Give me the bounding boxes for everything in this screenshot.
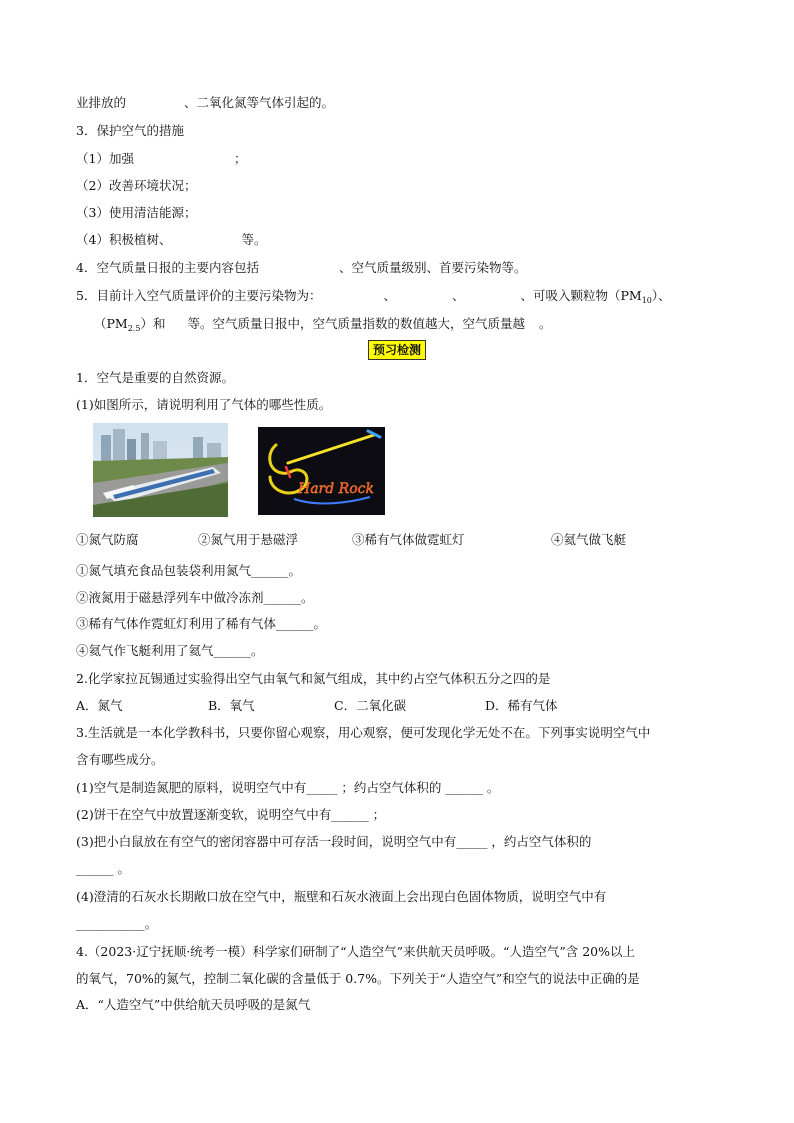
q3-part-2: (2)饼干在空气中放置逐渐变软，说明空气中有______ ； [76, 807, 386, 822]
q3-part-3: (3)把小白鼠放在有空气的密闭容器中可存活一段时间，说明空气中有_____ ，约占空气体积的 [76, 834, 592, 849]
q1-option-4: ④氦气做飞艇 [551, 532, 627, 547]
text: 、空气质量级别、首要污染物等。 [338, 260, 527, 275]
text: ）、 [651, 288, 671, 303]
text: 。 [538, 316, 552, 331]
neon-text: Hard Rock [298, 481, 374, 497]
text: （PM [94, 316, 128, 331]
measure-4 [76, 231, 266, 249]
maglev-train-photo [93, 423, 228, 517]
q4-stem-1: 4.（2023·辽宁抚顺·统考一模）科学家们研制了“人造空气”来供航天员呼吸。“人造空气”含 20%以上 [76, 944, 636, 959]
measure-2: （2）改善环境状况； [76, 178, 197, 193]
neon-guitar-sign-photo [258, 427, 385, 515]
q3-part-4: (4)澄清的石灰水长期敞口放在空气中，瓶壁和石灰水液面上会出现白色固体物质，说明空气中有 [76, 889, 607, 904]
q4-choice-a: A．“人造空气”中供给航天员呼吸的是氮气 [76, 997, 311, 1012]
q2-choice-b: B．氧气 [208, 698, 255, 713]
item-5-cont [94, 315, 552, 338]
text: 、 [451, 288, 465, 303]
text: 业排放的 [76, 95, 127, 110]
text: 、二氧化氮等气体引起的。 [184, 95, 335, 110]
q3-stem-1: 3.生活就是一本化学教科书，只要你留心观察，用心观察，便可发现化学无处不在。下列事实说明空气中 [76, 725, 651, 740]
heading-protect-air: 3．保护空气的措施 [76, 123, 184, 138]
text: ； [233, 151, 247, 166]
q1-sub: (1)如图所示，请说明利用了气体的哪些性质。 [76, 397, 332, 412]
text: 等。 [241, 232, 267, 247]
preview-check-badge: 预习检测 [368, 340, 426, 360]
q1-blank-2: ②液氮用于磁悬浮列车中做冷冻剂______。 [76, 590, 314, 605]
text: 等。空气质量日报中，空气质量指数的数值越大，空气质量越 [187, 316, 525, 331]
text: 、可吸入颗粒物（PM [520, 288, 642, 303]
measure-3: （3）使用清洁能源； [76, 205, 197, 220]
q3-part-4-cont: ___________。 [76, 916, 158, 931]
text: （4）积极植树、 [76, 232, 172, 247]
q1-option-1: ①氮气防腐 [76, 532, 139, 547]
q3-part-3-cont: ______ 。 [76, 861, 130, 876]
q3-part-1: (1)空气是制造氮肥的原料，说明空气中有_____ ；约占空气体积的 ______ 。 [76, 780, 500, 795]
intro-line-1 [76, 94, 334, 112]
text: 、 [383, 288, 396, 303]
item-4 [76, 259, 526, 277]
q1-blank-3: ③稀有气体作霓虹灯利用了稀有气体______。 [76, 616, 327, 631]
text: ）和 [140, 316, 166, 331]
q1-option-2: ②氮气用于悬磁浮 [198, 532, 299, 547]
q1-blank-1: ①氮气填充食品包装袋利用氮气______。 [76, 563, 302, 578]
q1-stem: 1．空气是重要的自然资源。 [76, 370, 234, 385]
q2-choice-d: D．稀有气体 [485, 698, 558, 713]
q2-choice-c: C．二氧化碳 [334, 698, 407, 713]
q2-stem: 2.化学家拉瓦锡通过实验得出空气由氧气和氮气组成，其中约占空气体积五分之四的是 [76, 671, 551, 686]
q1-option-3: ③稀有气体做霓虹灯 [352, 532, 465, 547]
item-5 [76, 287, 671, 310]
subscript: 2.5 [127, 324, 141, 333]
text: 5．目前计入空气质量评价的主要污染物为： [76, 288, 322, 303]
text: （1）加强 [76, 151, 134, 166]
q3-stem-2: 含有哪些成分。 [76, 752, 164, 767]
measure-1 [76, 150, 246, 168]
subscript: 10 [641, 296, 652, 305]
q4-stem-2: 的氧气，70%的氮气，控制二氧化碳的含量低于 0.7%。下列关于“人造空气”和空气的说法中正确的是 [76, 971, 640, 986]
q2-choice-a: A．氮气 [76, 698, 123, 713]
q1-blank-4: ④氦气作飞艇利用了氦气______。 [76, 643, 264, 658]
text: 4．空气质量日报的主要内容包括 [76, 260, 259, 275]
